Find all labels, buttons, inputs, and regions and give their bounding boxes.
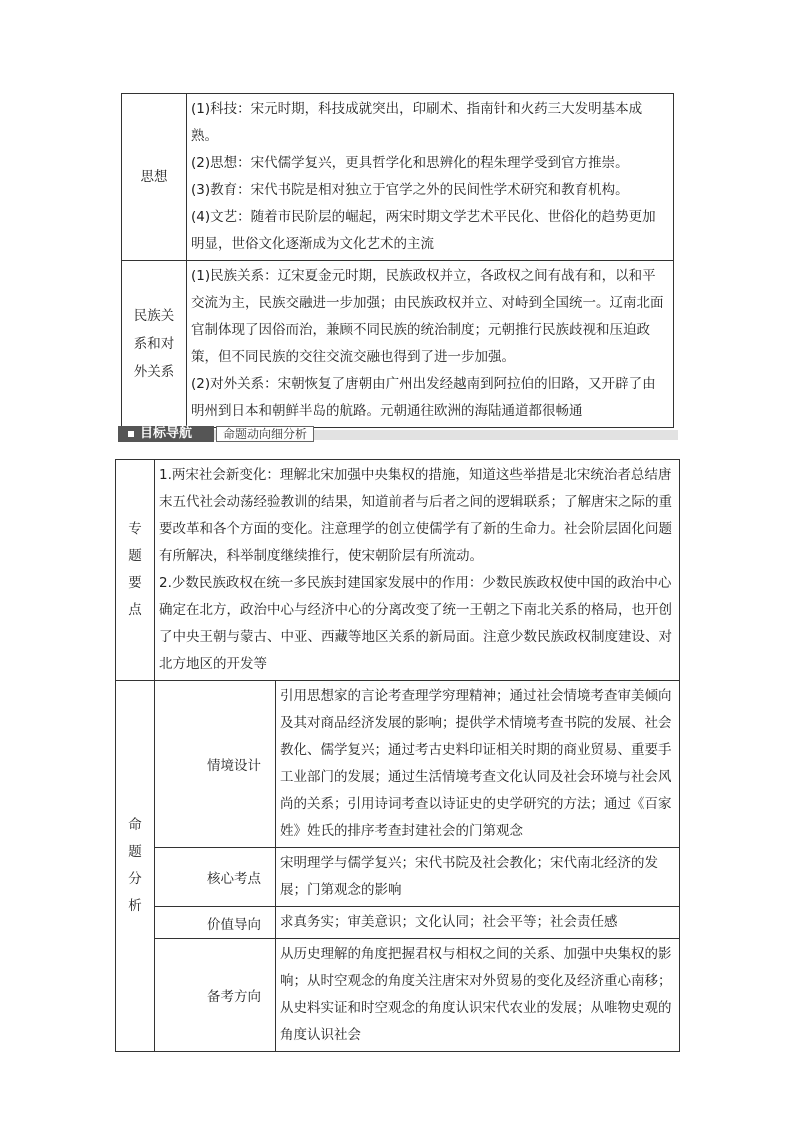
analysis-heading: 命 题 分 析	[116, 681, 155, 1052]
banner-title-block	[118, 426, 214, 442]
table-row	[116, 939, 680, 1052]
table-row	[116, 460, 680, 681]
row-text: 从历史理解的角度把握君权与相权之间的关系、加强中央集权的影响；从时空观念的角度关注唐宋对外贸易的变化及经济重心南移；从史料实证和时空观念的角度认识宋代农业的发展；从唯物史观的角度认识社会	[276, 939, 680, 1052]
banner-subtitle: 命题动向细分析	[216, 426, 314, 442]
row-text: 求真务实；审美意识；文化认同；社会平等；社会责任感	[276, 907, 680, 939]
list-item: 1.两宋社会新变化：理解北宋加强中央集权的措施，知道这些举措是北宋统治者总结唐末五代社会动荡经验教训的结果，知道前者与后者之间的逻辑联系；了解唐宋之际的重要改革和各个方面的变化。注意理学的创立使儒学有了新的生命力。社会阶层固化问题有所解决，科举制度继续推行，使宋朝阶层有所流动。	[159, 467, 672, 564]
thought-content	[187, 94, 674, 261]
row-text: 引用思想家的言论考查理学穷理精神；通过社会情境考查审美倾向及其对商品经济发展的影响；提供学术情境考查书院的发展、社会教化、儒学复兴；通过考古史料印证相关时期的商业贸易、重要手工业部门的发展；通过生活情境考查文化认同及社会环境与社会风尚的关系；引用诗词考查以诗证史的史学研究的方法；通过《百家姓》姓氏的排序考查封建社会的门第观念	[276, 681, 680, 848]
relations-content	[187, 261, 674, 428]
row-label: 备考方向	[155, 939, 276, 1052]
section-banner	[118, 426, 678, 442]
row-label: 价值导向	[155, 907, 276, 939]
heading-line: 外关系	[133, 364, 175, 380]
table-row	[116, 681, 680, 848]
list-item: (2)对外关系：宋朝恢复了唐朝由广州出发经越南到阿拉伯的旧路，又开辟了由明州到日本和朝鲜半岛的航路。元朝通往欧洲的海陆通道都很畅通	[191, 376, 656, 419]
square-icon	[128, 431, 134, 437]
table-row	[122, 261, 674, 428]
list-item: (1)科技：宋元时期，科技成就突出，印刷术、指南针和火药三大发明基本成熟。	[191, 101, 643, 144]
culture-table	[121, 93, 674, 428]
list-item: (3)教育：宋代书院是相对独立于官学之外的民间性学术研究和教育机构。	[191, 182, 629, 198]
table-row	[116, 907, 680, 939]
list-item: (2)思想：宋代儒学复兴，更具哲学化和思辨化的程朱理学受到官方推崇。	[191, 155, 629, 171]
row-heading-thought: 思想	[122, 94, 187, 261]
banner-title: 目标导航	[140, 426, 193, 441]
heading-line: 系和对	[133, 336, 175, 352]
list-item: (4)文艺：随着市民阶层的崛起，两宋时期文学艺术平民化、世俗化的趋势更加明显，世俗文化逐渐成为文化艺术的主流	[191, 209, 656, 252]
row-heading-relations	[122, 261, 187, 428]
row-label: 核心考点	[155, 848, 276, 907]
list-item: 2.少数民族政权在统一多民族封建国家发展中的作用：少数民族政权使中国的政治中心确定在北方，政治中心与经济中心的分离改变了统一王朝之下南北关系的格局，也开创了中央王朝与蒙古、中亚、西藏等地区关系的新局面。注意少数民族政权制度建设、对北方地区的开发等	[159, 575, 672, 672]
row-text: 宋明理学与儒学复兴；宋代书院及社会教化；宋代南北经济的发展；门第观念的影响	[276, 848, 680, 907]
list-item: (1)民族关系：辽宋夏金元时期，民族政权并立，各政权之间有战有和，以和平交流为主，民族交融进一步加强；由民族政权并立、对峙到全国统一。辽南北面官制体现了因俗而治，兼顾不同民族的统治制度；元朝推行民族歧视和压迫政策，但不同民族的交往交流交融也得到了进一步加强。	[191, 268, 664, 365]
table-row	[116, 848, 680, 907]
table-row	[122, 94, 674, 261]
topic-content	[155, 460, 680, 681]
topic-heading: 专 题 要 点	[116, 460, 155, 681]
heading-line: 民族关	[133, 308, 175, 324]
analysis-table	[115, 459, 680, 1052]
row-label: 情境设计	[155, 681, 276, 848]
